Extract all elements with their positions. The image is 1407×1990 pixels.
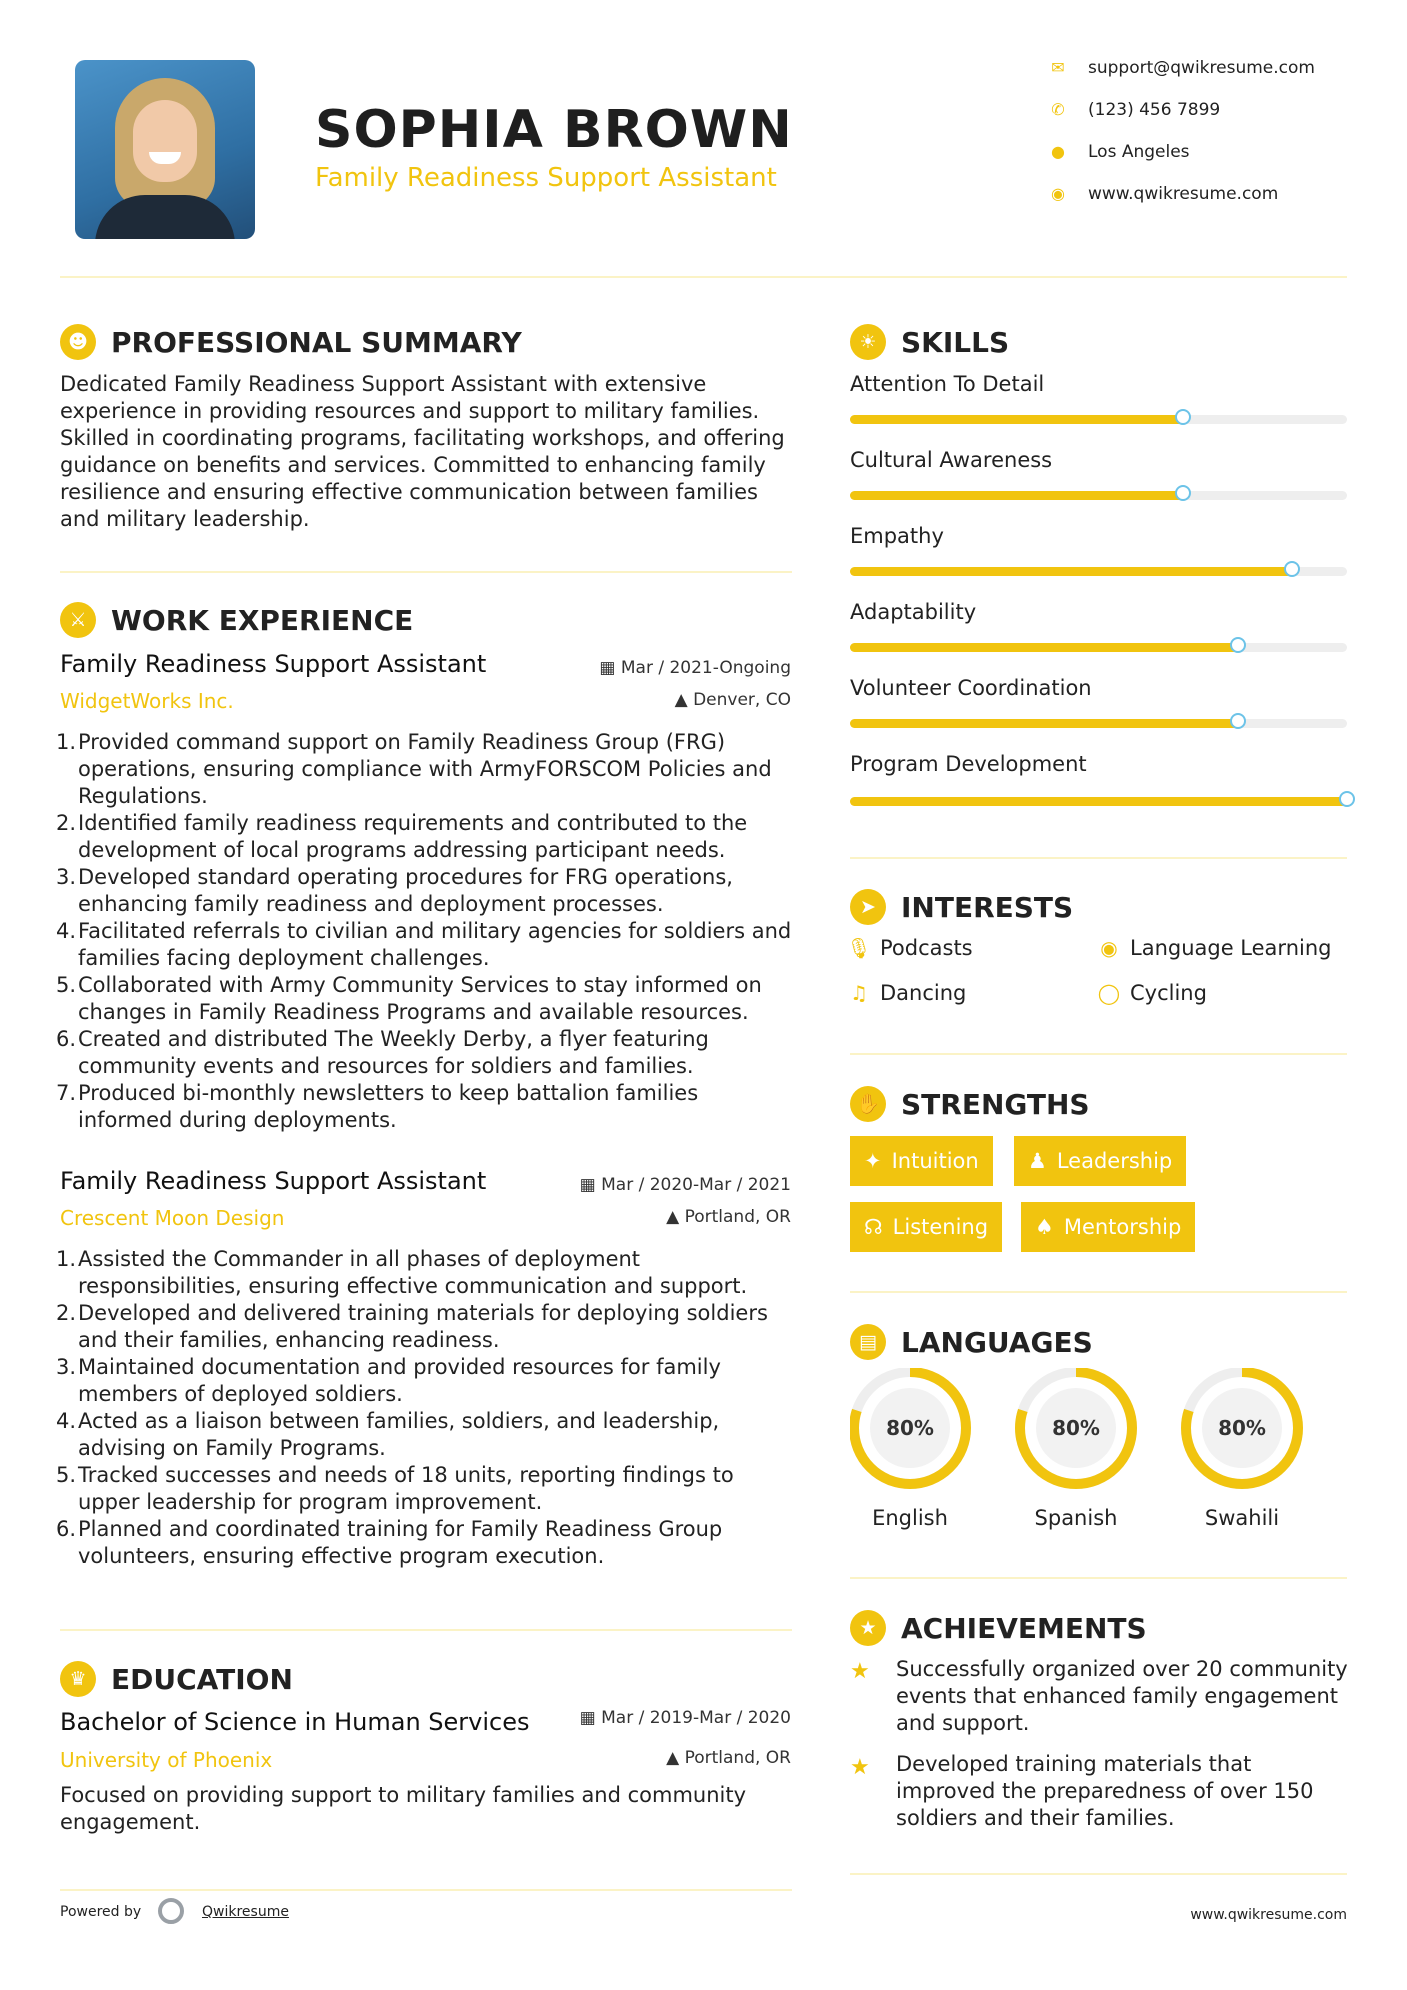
user-plus-icon: ♠ xyxy=(1035,1215,1054,1239)
phone-icon: ✆ xyxy=(1051,100,1065,119)
list-item: Created and distributed The Weekly Derby, a flyer featuring community events and resources for soldiers and families. xyxy=(78,1027,709,1078)
experience-divider xyxy=(60,1629,792,1631)
skill-bar xyxy=(850,643,1347,652)
map-pin-icon: ● xyxy=(1051,142,1065,161)
languages-divider xyxy=(850,1577,1347,1579)
user-icon: ☻ xyxy=(60,324,96,360)
list-item: Planned and coordinated training for Family Readiness Group volunteers, ensuring effective program execution. xyxy=(78,1517,723,1568)
list-item: Identified family readiness requirements and contributed to the development of local programs addressing participant needs. xyxy=(78,811,748,862)
language-ring-english xyxy=(854,1372,966,1484)
contact-website[interactable]: ◉ www.qwikresume.com xyxy=(1051,184,1279,204)
interest-item: ♫ Dancing xyxy=(846,981,966,1005)
envelope-icon: ✉ xyxy=(1051,58,1065,77)
language-percent: 80% xyxy=(1052,1416,1100,1440)
summary-divider xyxy=(60,571,792,573)
achievements-heading: ACHIEVEMENTS xyxy=(901,1612,1147,1645)
education-description: Focused on providing support to military families and community engagement. xyxy=(60,1783,747,1834)
headphones-icon: ☊ xyxy=(864,1215,883,1239)
pin-icon: ▲ xyxy=(666,1207,685,1227)
strength-tag: ☊ Listening xyxy=(850,1202,1002,1252)
language-label: English xyxy=(872,1506,948,1530)
summary-text: Dedicated Family Readiness Support Assistant with extensive experience in providing resources and support to military families. Skilled in coordinating programs, facilitating workshops, and offering guidance on benefits and services. Committed to enhancing family resilience and ensuring effective communication between families and military leadership. xyxy=(60,372,785,531)
job-2-company: Crescent Moon Design xyxy=(60,1206,285,1230)
job-2-location: ▲ Portland, OR xyxy=(666,1207,791,1227)
skill-label: Program Development xyxy=(850,752,1087,776)
calendar-icon: ▦ xyxy=(579,1708,602,1728)
list-item: Facilitated referrals to civilian and military agencies for soldiers and families facing deployment challenges. xyxy=(78,919,792,970)
powered-by-label: Powered by xyxy=(60,1904,142,1920)
list-item: Tracked successes and needs of 18 units, reporting findings to upper leadership for program improvement. xyxy=(78,1463,734,1514)
list-item: Acted as a liaison between families, soldiers, and leadership, advising on Family Programs. xyxy=(78,1409,720,1460)
job-2-date: ▦ Mar / 2020-Mar / 2021 xyxy=(579,1175,791,1195)
star-icon: ★ xyxy=(850,1610,886,1646)
achievements-divider xyxy=(850,1873,1347,1875)
header-divider xyxy=(60,276,1347,278)
interest-item: 🎙 Podcasts xyxy=(846,936,973,960)
paper-plane-icon: ➤ xyxy=(850,889,886,925)
candidate-name: SOPHIA BROWN xyxy=(315,100,793,160)
interests-divider xyxy=(850,1053,1347,1055)
magic-wand-icon: ✦ xyxy=(864,1149,882,1173)
skill-label: Volunteer Coordination xyxy=(850,676,1092,700)
skill-bar xyxy=(850,719,1347,728)
hand-icon: ✋ xyxy=(850,1086,886,1122)
language-label: Spanish xyxy=(1034,1506,1118,1530)
job-2-title: Family Readiness Support Assistant xyxy=(60,1167,487,1195)
skill-bar xyxy=(850,797,1347,806)
pin-icon: ▲ xyxy=(674,690,694,710)
skill-bar xyxy=(850,567,1347,576)
job-1-date: ▦ Mar / 2021-Ongoing xyxy=(599,658,791,678)
language-percent: 80% xyxy=(886,1416,934,1440)
contact-phone[interactable]: ✆ (123) 456 7899 xyxy=(1051,100,1221,120)
strength-tag: ♠ Mentorship xyxy=(1021,1202,1195,1252)
music-note-icon: ♫ xyxy=(850,981,868,1005)
bicycle-icon: ◯ xyxy=(1097,981,1121,1005)
strength-tag: ♟ Leadership xyxy=(1014,1136,1186,1186)
languages-heading: LANGUAGES xyxy=(901,1326,1093,1359)
summary-heading: PROFESSIONAL SUMMARY xyxy=(111,326,522,359)
language-label: Swahili xyxy=(1204,1506,1280,1530)
graduation-icon: ♛ xyxy=(60,1661,96,1697)
globe-icon: ◉ xyxy=(1100,936,1118,960)
achievement-item: Successfully organized over 20 community events that enhanced family engagement and support. xyxy=(896,1657,1348,1735)
qwikresume-logo-icon xyxy=(158,1898,184,1924)
strengths-divider xyxy=(850,1291,1347,1293)
degree-title: Bachelor of Science in Human Services xyxy=(60,1708,530,1736)
language-ring-swahili xyxy=(1186,1372,1298,1484)
qwikresume-link[interactable]: Qwikresume xyxy=(202,1904,289,1920)
school-name: University of Phoenix xyxy=(60,1748,273,1772)
contact-location: ● Los Angeles xyxy=(1051,142,1190,162)
list-item: Maintained documentation and provided resources for family members of deployed soldiers. xyxy=(78,1355,721,1406)
language-card-icon: ▤ xyxy=(850,1324,886,1360)
achievement-star-icon: ★ xyxy=(850,1659,870,1684)
skill-bar xyxy=(850,491,1347,500)
list-item: Developed standard operating procedures for FRG operations, enhancing family readiness and deployment processes. xyxy=(78,865,733,916)
interest-item: ◯ Cycling xyxy=(1097,981,1207,1005)
list-item: Collaborated with Army Community Services to stay informed on changes in Family Readiness Programs and available resources. xyxy=(78,973,762,1024)
candidate-role: Family Readiness Support Assistant xyxy=(315,163,777,193)
education-location: ▲ Portland, OR xyxy=(666,1748,791,1768)
calendar-icon: ▦ xyxy=(579,1175,602,1195)
skill-label: Attention To Detail xyxy=(850,372,1045,396)
skills-divider xyxy=(850,857,1347,859)
skill-label: Cultural Awareness xyxy=(850,448,1053,472)
education-divider xyxy=(60,1889,792,1891)
interest-item: ◉ Language Learning xyxy=(1096,936,1331,960)
strengths-heading: STRENGTHS xyxy=(901,1088,1090,1121)
language-rings xyxy=(850,1368,1347,1508)
job-1-responsibilities xyxy=(60,729,818,1134)
profile-photo xyxy=(75,60,255,239)
skills-heading: SKILLS xyxy=(901,326,1010,359)
skill-label: Adaptability xyxy=(850,600,977,624)
list-item: Provided command support on Family Readiness Group (FRG) operations, ensuring compliance with ArmyFORSCOM Policies and Regulations. xyxy=(78,730,772,808)
skill-label: Empathy xyxy=(850,524,944,548)
lightbulb-icon: ☀ xyxy=(850,324,886,360)
achievement-item: Developed training materials that improved the preparedness of over 150 soldiers and their families. xyxy=(896,1752,1314,1830)
list-item: Produced bi-monthly newsletters to keep battalion families informed during deployments. xyxy=(78,1081,699,1132)
briefcase-icon: ⚔ xyxy=(60,602,96,638)
education-date: ▦ Mar / 2019-Mar / 2020 xyxy=(579,1708,791,1728)
interests-heading: INTERESTS xyxy=(901,891,1074,924)
education-heading: EDUCATION xyxy=(111,1663,293,1696)
contact-email[interactable]: ✉ support@qwikresume.com xyxy=(1051,58,1315,78)
list-item: Assisted the Commander in all phases of deployment responsibilities, ensuring effective communication and support. xyxy=(78,1247,748,1298)
microphone-icon: 🎙 xyxy=(846,936,872,960)
experience-heading: WORK EXPERIENCE xyxy=(111,604,414,637)
language-ring-spanish xyxy=(1020,1372,1132,1484)
job-1-company: WidgetWorks Inc. xyxy=(60,689,234,713)
job-1-location: ▲ Denver, CO xyxy=(674,690,791,710)
strength-tag: ✦ Intuition xyxy=(850,1136,993,1186)
globe-icon: ◉ xyxy=(1051,184,1065,203)
list-item: Developed and delivered training materials for deploying soldiers and their families, enhancing readiness. xyxy=(78,1301,768,1352)
pin-icon: ▲ xyxy=(666,1748,685,1768)
job-2-responsibilities xyxy=(60,1246,818,1570)
achievement-star-icon: ★ xyxy=(850,1755,870,1780)
language-percent: 80% xyxy=(1218,1416,1266,1440)
job-1-title: Family Readiness Support Assistant xyxy=(60,650,487,678)
footer-website-link[interactable]: www.qwikresume.com xyxy=(1190,1907,1347,1923)
calendar-icon: ▦ xyxy=(599,658,621,678)
skill-bar xyxy=(850,415,1347,424)
users-icon: ♟ xyxy=(1028,1149,1047,1173)
